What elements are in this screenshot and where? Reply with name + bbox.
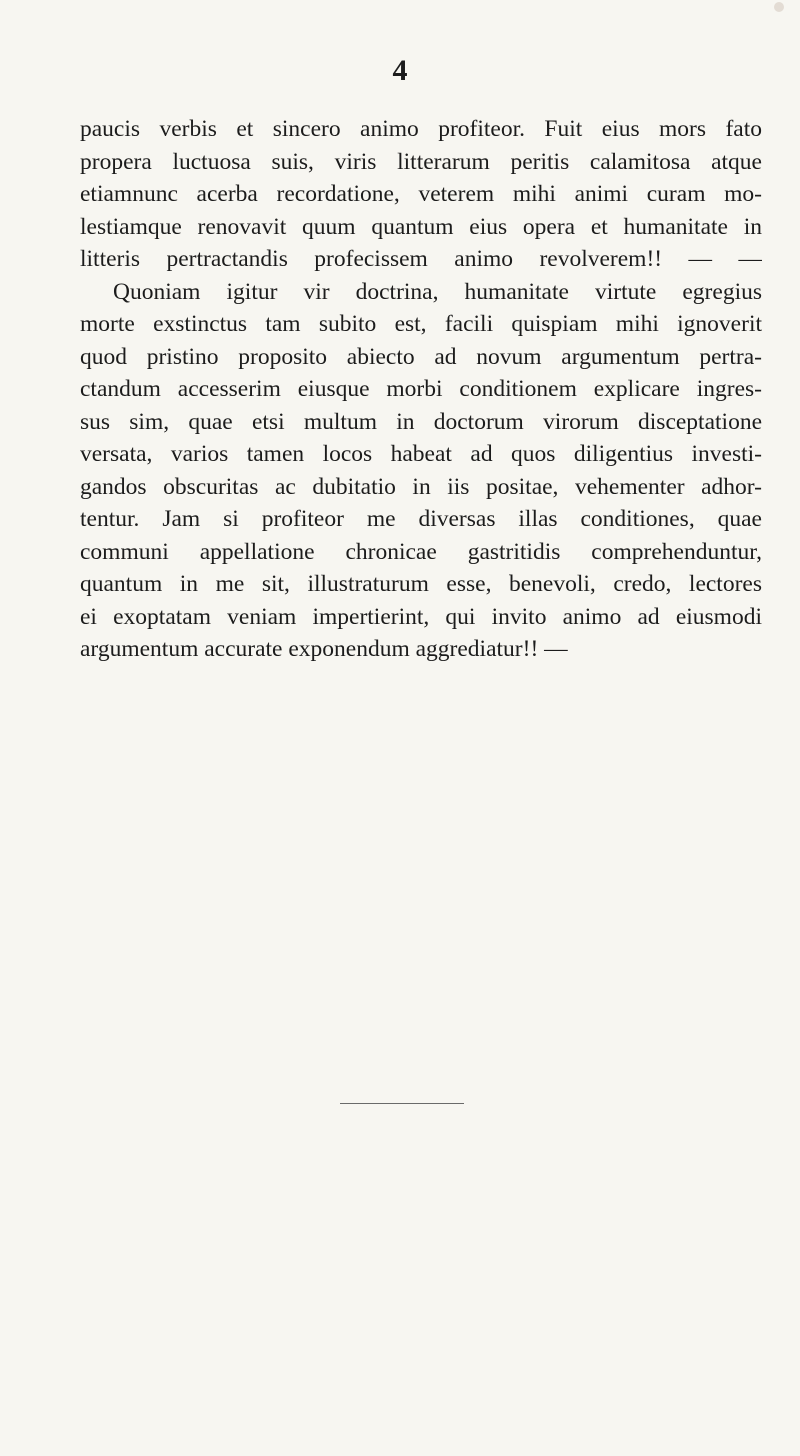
text-line: argumentum accurate exponendum aggrediatur!! — (80, 636, 568, 662)
text-line: litteris pertractandis profecissem animo revolverem!! — — (80, 246, 762, 272)
text-line: ei exoptatam veniam impertierint, qui invito animo ad eiusmodi (80, 603, 762, 630)
page-number: 4 (392, 54, 408, 87)
text-line: ctandum accesserim eiusque morbi conditionem explicare ingres- (80, 376, 762, 402)
text-line: quantum in me sit, illustraturum esse, benevoli, credo, lectores (80, 571, 762, 597)
paper-stain (774, 2, 784, 12)
section-divider (340, 1103, 464, 1104)
text-line: communi appellatione chronicae gastritidis comprehenduntur, (80, 538, 762, 565)
text-line: morte exstinctus tam subito est, facili quispiam mihi ignoverit (80, 311, 762, 337)
text-line: lestiamque renovavit quum quantum eius opera et humanitate in (80, 213, 762, 240)
text-line: sus sim, quae etsi multum in doctorum virorum disceptatione (80, 408, 762, 435)
text-line: etiamnunc acerba recordatione, veterem mihi animi curam mo- (80, 181, 762, 207)
text-line: quod pristino proposito abiecto ad novum argumentum pertra- (80, 343, 762, 370)
text-line: tentur. Jam si profiteor me diversas illas conditiones, quae (80, 506, 762, 532)
text-line: gandos obscuritas ac dubitatio in iis positae, vehementer adhor- (80, 473, 762, 500)
text-line: paucis verbis et sincero animo profiteor. Fuit eius mors fato (80, 116, 762, 142)
text-line: propera luctuosa suis, viris litterarum peritis calamitosa atque (80, 148, 762, 175)
text-line: versata, varios tamen locos habeat ad quos diligentius investi- (80, 441, 762, 467)
text-line: Quoniam igitur vir doctrina, humanitate virtute egregius (113, 278, 762, 305)
body-text (80, 113, 762, 666)
